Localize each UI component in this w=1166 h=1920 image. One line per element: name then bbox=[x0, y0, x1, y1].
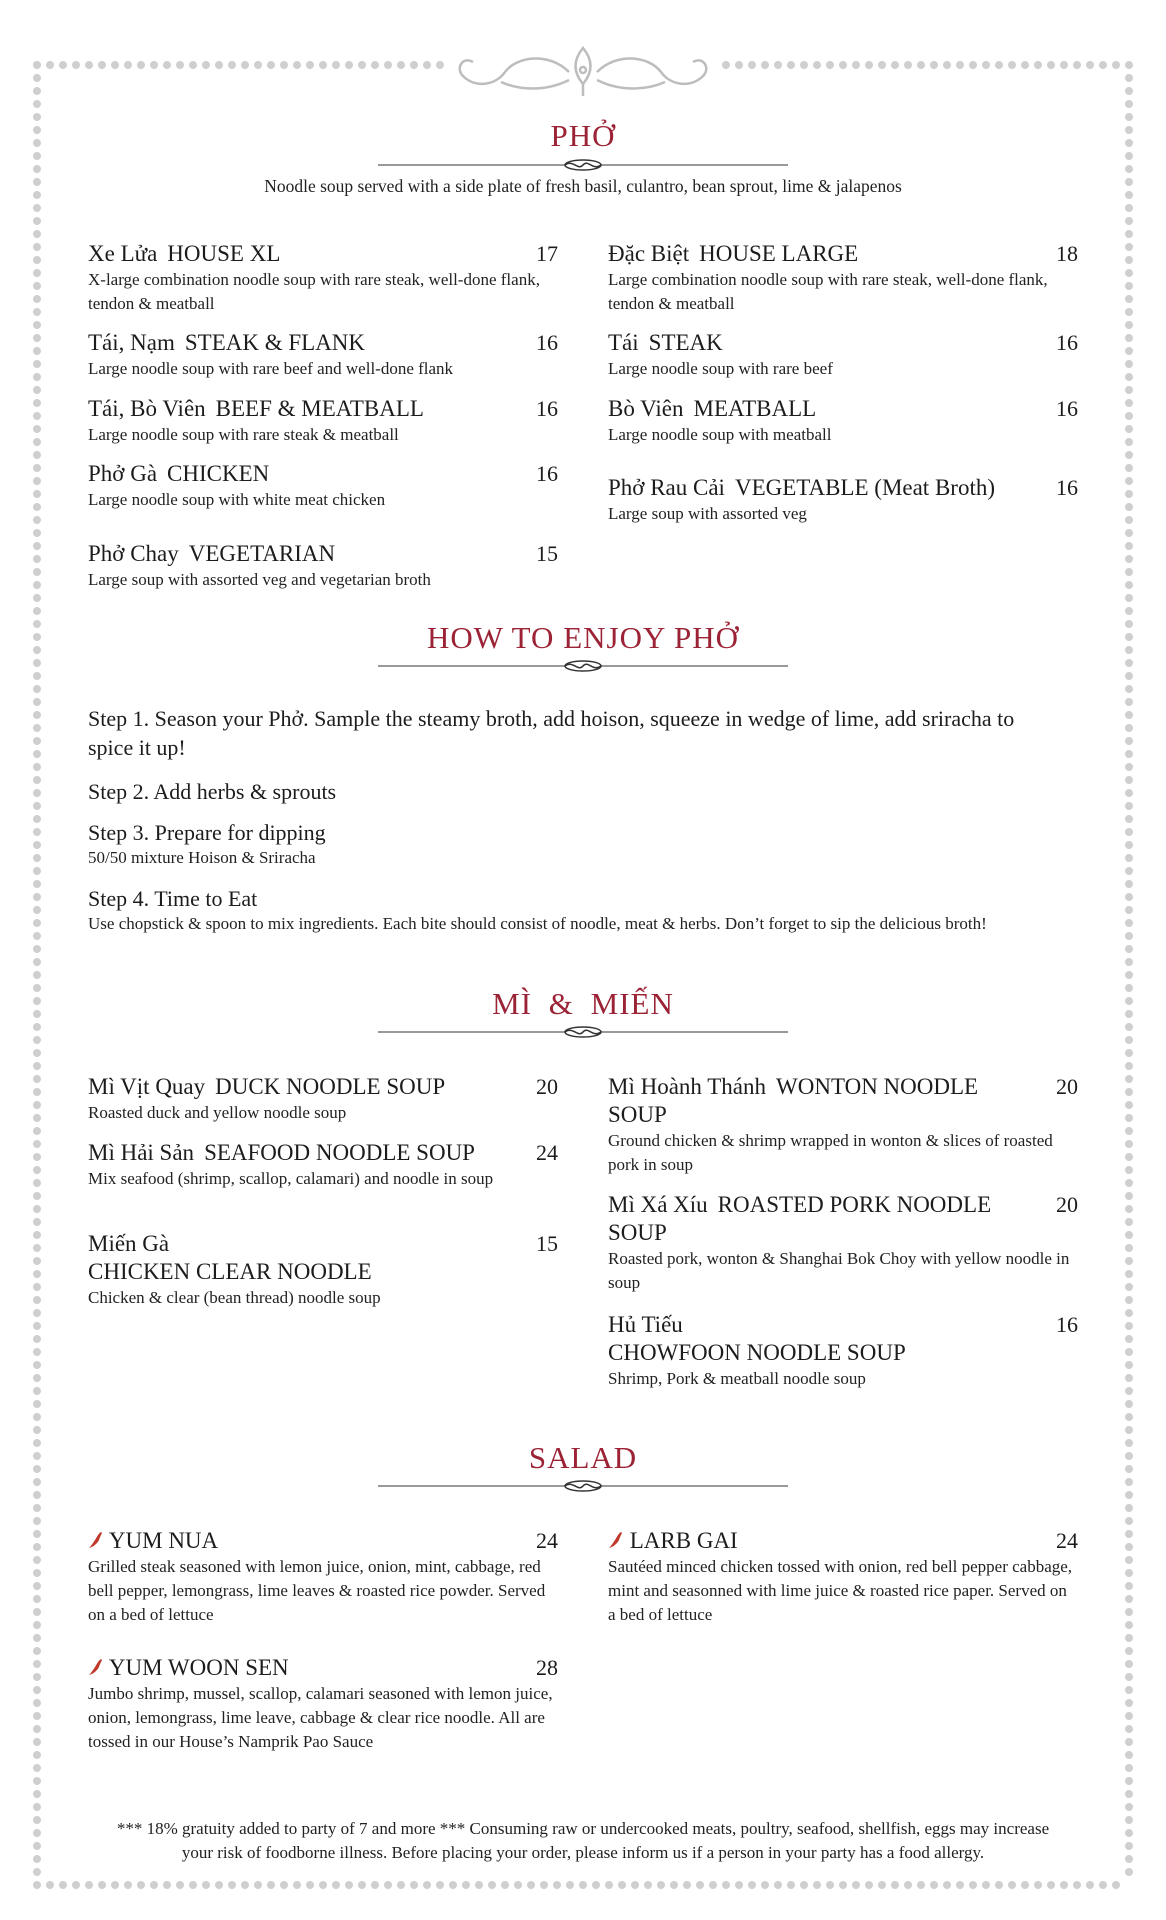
section-title-mi: MÌ & MIẾN bbox=[492, 986, 674, 1021]
menu-item: YUM NUA 24 Grilled steak seasoned with lemon juice, onion, mint, cabbage, red bell pepper, lemongrass, lime leaves & roasted rice powder. Served on a bed of lettuce bbox=[88, 1528, 558, 1624]
price: 16 bbox=[536, 461, 558, 486]
divider-ornament-icon bbox=[378, 658, 788, 674]
menu-item: Bò Viên MEATBALL 16 Large noodle soup with meatball bbox=[608, 396, 1078, 444]
menu-item: Mì Hải Sản SEAFOOD NOODLE SOUP 24 Mix seafood (shrimp, scallop, calamari) and noodle in soup bbox=[88, 1140, 558, 1188]
price: 20 bbox=[536, 1074, 558, 1099]
price: 15 bbox=[536, 541, 558, 566]
divider-ornament-icon bbox=[378, 1024, 788, 1040]
step-desc: 50/50 mixture Hoison & Sriracha bbox=[88, 848, 316, 867]
step-title: Step 3. Prepare for dipping bbox=[88, 820, 326, 845]
menu-item: Mì Vịt Quay DUCK NOODLE SOUP 20 Roasted duck and yellow noodle soup bbox=[88, 1074, 558, 1122]
price: 24 bbox=[536, 1140, 558, 1165]
menu-item: YUM WOON SEN 28 Jumbo shrimp, mussel, scallop, calamari seasoned with lemon juice, onion, lemongrass, lime leave, cabbage & clear rice noodle. All are tossed in our House’s Namprik Pao Sauce bbox=[88, 1655, 558, 1751]
menu-item: Miến Gà CHICKEN CLEAR NOODLE 15 Chicken & clear (bean thread) noodle soup bbox=[88, 1231, 558, 1307]
menu-item: Đặc Biệt HOUSE LARGE 18 Large combination noodle soup with rare steak, well-done flank, tendon & meatball bbox=[608, 241, 1078, 313]
step-title: Step 2. Add herbs & sprouts bbox=[88, 779, 337, 804]
chili-pepper-icon bbox=[88, 1530, 104, 1550]
menu-item: Mì Xá Xíu ROASTED PORK NOODLE SOUP 20 Roasted pork, wonton & Shanghai Bok Choy with yellow noodle in soup bbox=[608, 1192, 1078, 1292]
price: 17 bbox=[536, 241, 558, 266]
pho-subtitle: Noodle soup served with a side plate of fresh basil, culantro, bean sprout, lime & jalapenos bbox=[264, 176, 902, 196]
price: 16 bbox=[536, 330, 558, 355]
menu-item: Tái, Nạm STEAK & FLANK 16 Large noodle soup with rare beef and well-done flank bbox=[88, 330, 558, 378]
price: 16 bbox=[1056, 396, 1078, 421]
menu-item: Phở Chay VEGETARIAN 15 Large soup with assorted veg and vegetarian broth bbox=[88, 541, 558, 589]
price: 20 bbox=[1056, 1074, 1078, 1099]
price: 16 bbox=[536, 396, 558, 421]
price: 18 bbox=[1056, 241, 1078, 266]
menu-item: Tái STEAK 16 Large noodle soup with rare beef bbox=[608, 330, 1078, 378]
section-title-salad: SALAD bbox=[528, 1440, 638, 1475]
price: 16 bbox=[1056, 475, 1078, 500]
price: 28 bbox=[536, 1655, 558, 1680]
menu-item: Mì Hoành Thánh WONTON NOODLE SOUP 20 Ground chicken & shrimp wrapped in wonton & slices of roasted pork in soup bbox=[608, 1074, 1078, 1174]
step-title: Step 1. Season your Phở. Sample the steamy broth, add hoison, squeeze in wedge of lime, add sriracha to spice it up! bbox=[88, 706, 1015, 760]
price: 15 bbox=[536, 1231, 558, 1256]
price: 24 bbox=[536, 1528, 558, 1553]
divider-ornament-icon bbox=[378, 1478, 788, 1494]
chili-pepper-icon bbox=[608, 1530, 624, 1550]
price: 24 bbox=[1056, 1528, 1078, 1553]
price: 16 bbox=[1056, 330, 1078, 355]
divider-ornament-icon bbox=[378, 157, 788, 173]
price: 16 bbox=[1056, 1312, 1078, 1337]
price: 20 bbox=[1056, 1192, 1078, 1217]
menu-item: Tái, Bò Viên BEEF & MEATBALL 16 Large noodle soup with rare steak & meatball bbox=[88, 396, 558, 444]
footer-disclaimer: *** 18% gratuity added to party of 7 and more *** Consuming raw or undercooked meats, poultry, seafood, shellfish, eggs may increase your risk of foodborne illness. Before placing your order, please inform us if a person in your party has a food allergy. bbox=[116, 1819, 1050, 1862]
menu-item: Phở Rau Cải VEGETABLE (Meat Broth) 16 Large soup with assorted veg bbox=[608, 475, 1078, 523]
menu-item: Xe Lửa HOUSE XL 17 X-large combination noodle soup with rare steak, well-done flank, tendon & meatball bbox=[88, 241, 558, 313]
chili-pepper-icon bbox=[88, 1657, 104, 1677]
flourish-ornament-icon bbox=[445, 42, 721, 100]
menu-item: Phở Gà CHICKEN 16 Large noodle soup with white meat chicken bbox=[88, 461, 558, 509]
section-title-pho: PHỞ bbox=[550, 118, 616, 153]
menu-item: LARB GAI 24 Sautéed minced chicken tossed with onion, red bell pepper cabbage, mint and seasonned with lime juice & roasted rice paper. Served on a bed of lettuce bbox=[608, 1528, 1078, 1624]
section-title-how-to: HOW TO ENJOY PHỞ bbox=[427, 620, 739, 655]
menu-item: Hủ Tiếu CHOWFOON NOODLE SOUP 16 Shrimp, Pork & meatball noodle soup bbox=[608, 1312, 1078, 1388]
step-title: Step 4. Time to Eat bbox=[88, 886, 258, 911]
step-desc: Use chopstick & spoon to mix ingredients. Each bite should consist of noodle, meat & herbs. Don’t forget to sip the delicious broth! bbox=[88, 914, 987, 933]
